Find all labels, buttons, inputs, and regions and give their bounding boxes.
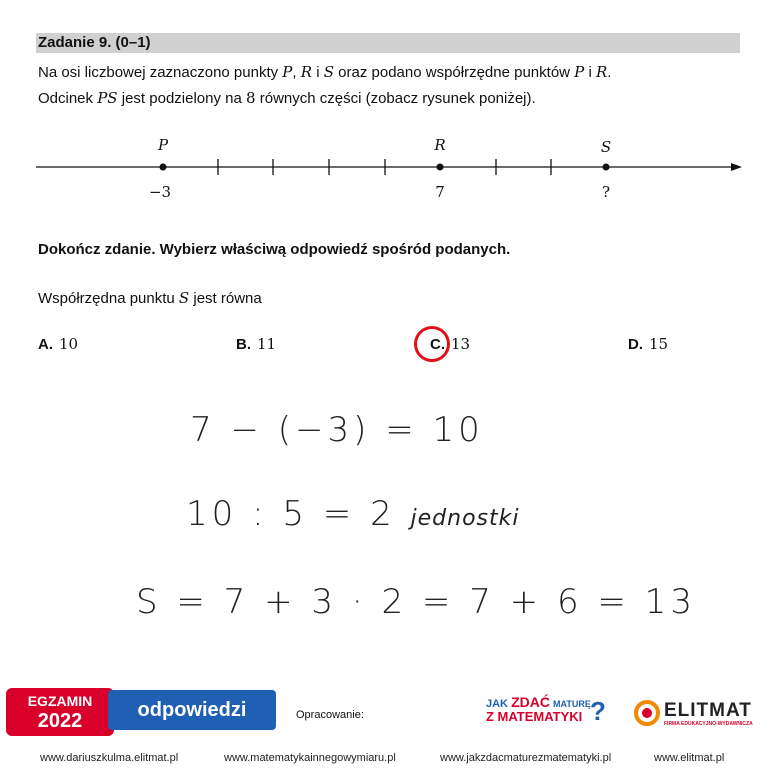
handwriting-calc: 10 : 5 = 2 [186, 494, 396, 534]
handwriting-word: jednostki [410, 506, 520, 531]
selected-answer-circle-icon [414, 326, 450, 362]
footer-link-1[interactable]: www.dariuszkulma.elitmat.pl [40, 752, 179, 764]
logo-text: MATURĘ [553, 699, 591, 709]
logo-text: ZDAĆ [511, 694, 550, 710]
conj: i [588, 64, 592, 81]
point-p-value: −3 [148, 183, 172, 201]
conj: i [316, 64, 320, 81]
statement-line-2 [38, 87, 536, 110]
option-d[interactable] [628, 335, 668, 353]
point-s-name: S [600, 138, 612, 156]
logo-jak-zdac-mature [486, 696, 606, 732]
option-value: 10 [59, 335, 79, 353]
footer-link-3[interactable]: www.jakzdacmaturezmatematyki.pl [440, 752, 612, 764]
math-8: 8 [246, 89, 256, 107]
math-p: P [574, 63, 585, 81]
math-s: S [323, 63, 334, 81]
point-p-name: P [157, 136, 169, 154]
option-letter: B. [236, 336, 251, 353]
handwriting-line-3: S = 7 + 3 · 2 = 7 + 6 = 13 [136, 582, 696, 622]
question [38, 289, 262, 307]
logo-tagline: FIRMA EDUKACYJNO-WYDAWNICZA [664, 721, 753, 727]
question-mark-icon: ? [590, 696, 606, 726]
logo-text: Z MATEMATYKI [486, 709, 583, 724]
exam-label-text: EGZAMIN [27, 693, 93, 709]
option-a[interactable] [38, 335, 78, 353]
point-s-dot [603, 164, 610, 171]
task-title: Zadanie 9. (0–1) [38, 34, 151, 51]
point-p-dot [160, 164, 167, 171]
footer-link-2[interactable]: www.matematykainnegowymiaru.pl [224, 752, 396, 764]
prepared-by: Opracowanie: [296, 709, 364, 721]
axis-arrow-icon [731, 163, 742, 171]
statement-text: Odcinek [38, 90, 94, 107]
handwriting-line-2 [186, 494, 519, 534]
option-letter: A. [38, 336, 53, 353]
answers-label: odpowiedzi [108, 690, 276, 730]
exam-label [6, 688, 114, 736]
footer-link-4[interactable]: www.elitmat.pl [654, 752, 725, 764]
math-r: R [300, 63, 313, 81]
statement-line-1 [38, 61, 611, 84]
option-letter: D. [628, 336, 643, 353]
task-header [36, 33, 740, 53]
elitmat-emblem-icon [634, 700, 660, 726]
period: . [607, 64, 612, 81]
option-value: 13 [451, 335, 471, 353]
option-value: 11 [257, 335, 277, 353]
statement-text: jest podzielony na [121, 90, 242, 107]
exam-year: 2022 [37, 710, 83, 732]
question-text: jest równa [193, 290, 262, 307]
question-text: Współrzędna punktu [38, 290, 175, 307]
math-ps: PS [97, 89, 118, 107]
number-line [0, 130, 778, 210]
point-s-value: ? [601, 183, 611, 201]
instruction: Dokończ zdanie. Wybierz właściwą odpowiedź spośród podanych. [38, 241, 511, 258]
option-value: 15 [649, 335, 669, 353]
point-r-name: R [434, 136, 446, 154]
option-b[interactable] [236, 335, 276, 353]
point-r-value: 7 [435, 183, 445, 201]
statement-text: równych części (zobacz rysunek poniżej). [259, 90, 536, 107]
math-s: S [178, 289, 190, 307]
logo-text: JAK [486, 698, 509, 710]
comma: , [292, 64, 297, 81]
logo-elitmat [634, 700, 774, 730]
handwriting-line-1: 7 − (−3) = 10 [190, 410, 484, 450]
option-letter: C. [430, 336, 445, 353]
math-p: P [282, 63, 293, 81]
math-r: R [595, 63, 608, 81]
point-r-dot [437, 164, 444, 171]
statement-text: oraz podano współrzędne punktów [338, 64, 570, 81]
logo-text: ELITMAT [664, 700, 752, 721]
statement-text: Na osi liczbowej zaznaczono punkty [38, 64, 279, 81]
